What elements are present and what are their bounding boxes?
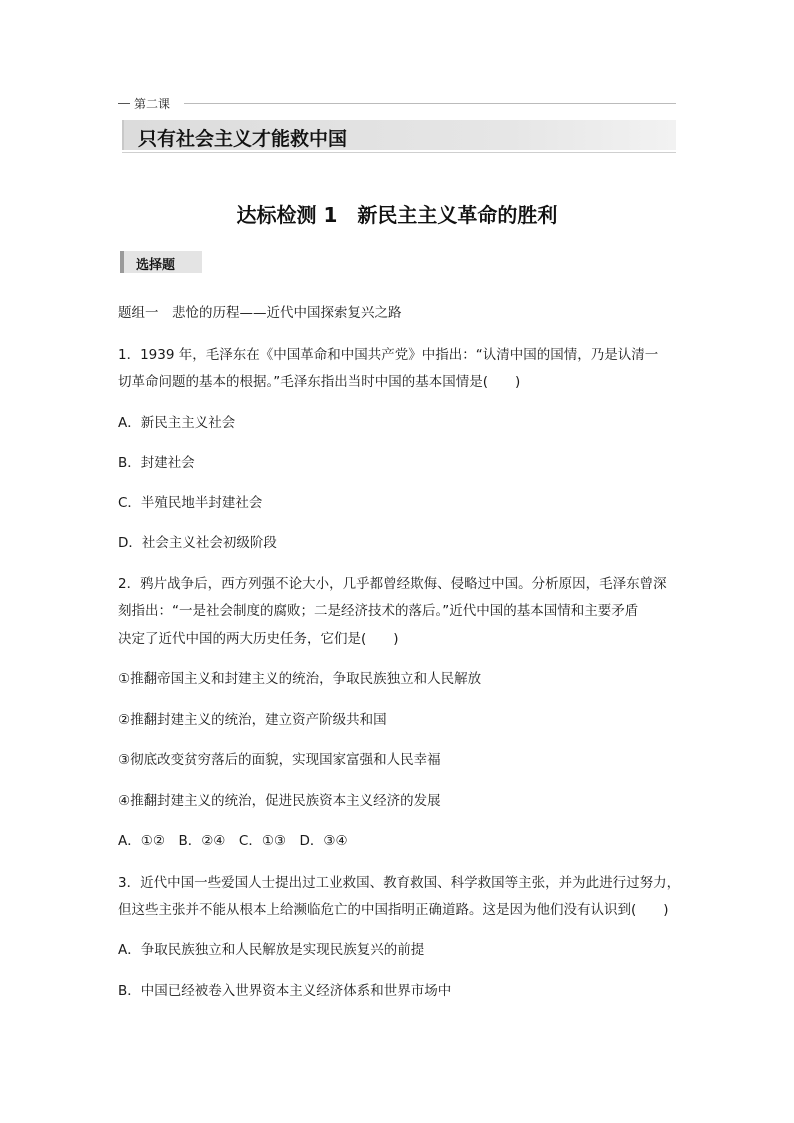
page-title: 达标检测 1 新民主主义革命的胜利	[236, 203, 558, 227]
lesson-title: 只有社会主义才能救中国	[138, 128, 348, 150]
lesson-bottom-rule	[122, 152, 676, 153]
question-1-stem-line-2: 切革命问题的基本的根据。”毛泽东指出当时中国的基本国情是( )	[118, 374, 521, 390]
question-2-statement-4: ④推翻封建主义的统治，促进民族资本主义经济的发展	[118, 793, 441, 809]
section-badge-label: 选择题	[136, 258, 176, 273]
question-1-option-b: B．封建社会	[118, 455, 195, 471]
question-2-stem-line-3: 决定了近代中国的两大历史任务，它们是( )	[118, 631, 399, 647]
group-heading: 题组一 悲怆的历程——近代中国探索复兴之路	[118, 305, 402, 321]
lesson-title-bar	[122, 120, 676, 150]
question-3-option-b: B．中国已经被卷入世界资本主义经济体系和世界市场中	[118, 983, 452, 999]
question-3-stem-line-2: 但这些主张并不能从根本上给濒临危亡的中国指明正确道路。这是因为他们没有认识到( )	[118, 902, 669, 918]
lesson-label-dash	[118, 103, 130, 104]
lesson-header	[118, 92, 676, 158]
question-2-statement-2: ②推翻封建主义的统治，建立资产阶级共和国	[118, 712, 387, 728]
question-1-option-a: A．新民主主义社会	[118, 415, 236, 431]
question-2-statement-3: ③彻底改变贫穷落后的面貌，实现国家富强和人民幸福	[118, 752, 441, 768]
question-2-stem-line-1: 2．鸦片战争后，西方列强不论大小，几乎都曾经欺侮、侵略过中国。分析原因，毛泽东曾深	[118, 576, 667, 592]
question-2-stem-line-2: 刻指出：“一是社会制度的腐败；二是经济技术的落后。”近代中国的基本国情和主要矛盾	[118, 603, 639, 619]
question-3-stem-line-1: 3．近代中国一些爱国人士提出过工业救国、教育救国、科学救国等主张，并为此进行过努力，	[118, 875, 681, 891]
lesson-label: 第二课	[134, 97, 171, 111]
lesson-label-rule	[184, 103, 676, 104]
section-badge	[120, 251, 202, 273]
question-3-option-a: A．争取民族独立和人民解放是实现民族复兴的前提	[118, 942, 425, 958]
question-2-options: A．①② B．②④ C．①③ D．③④	[118, 833, 348, 849]
question-1-stem-line-1: 1．1939 年，毛泽东在《中国革命和中国共产党》中指出：“认清中国的国情，乃是认清一	[118, 347, 659, 363]
question-1-option-c: C．半殖民地半封建社会	[118, 495, 263, 511]
question-1-option-d: D．社会主义社会初级阶段	[118, 535, 277, 551]
question-2-statement-1: ①推翻帝国主义和封建主义的统治，争取民族独立和人民解放	[118, 671, 482, 687]
